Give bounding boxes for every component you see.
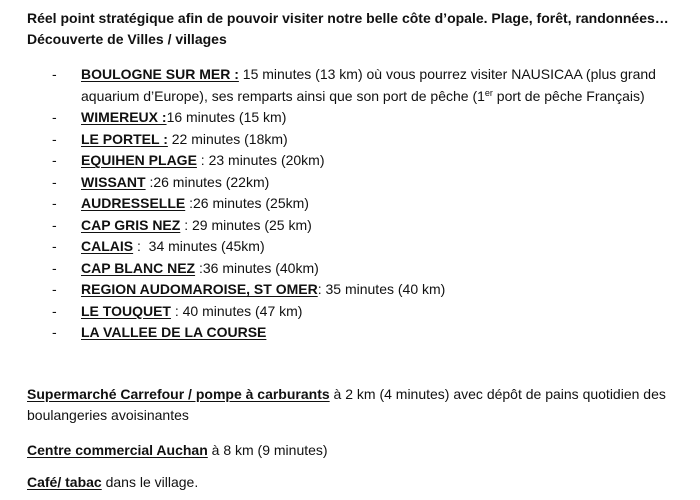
list-item <box>52 172 692 194</box>
place-name: AUDRESSELLE <box>81 195 186 211</box>
place-name: CALAIS <box>81 238 134 254</box>
bullet-dash: - <box>52 130 57 147</box>
place-description: : 34 minutes (45km) <box>133 238 265 254</box>
list-item <box>52 322 692 344</box>
place-name: EQUIHEN PLAGE <box>81 152 197 168</box>
bullet-dash: - <box>52 66 57 82</box>
place-name: WISSANT <box>81 173 146 190</box>
bullet-dash: - <box>52 281 57 297</box>
bullet-dash: - <box>52 259 57 276</box>
service-description: à 8 km (9 minutes) <box>207 442 328 458</box>
intro-line-1: Réel point stratégique afin de pouvoir visiter notre belle côte d’opale. Plage, forêt, randonnées… <box>27 10 669 26</box>
intro-line-2: Découverte de Villes / villages <box>27 31 227 47</box>
service-name: Centre commercial Auchan <box>27 442 208 458</box>
place-description: : 35 minutes (40 km) <box>317 281 446 297</box>
intro-heading <box>27 8 687 50</box>
service-description: à 2 km (4 minutes) avec dépôt de pains quotidien des boulangeries avoisinantes <box>27 386 666 423</box>
list-item <box>52 258 692 280</box>
place-description: :26 minutes (25km) <box>185 195 309 211</box>
bullet-dash: - <box>52 173 57 190</box>
list-item <box>52 279 692 301</box>
list-item <box>52 64 692 107</box>
service-description: dans le village. <box>101 474 199 490</box>
list-item <box>52 301 692 323</box>
places-list <box>52 64 692 344</box>
place-description: 16 minutes (15 km) <box>166 109 287 125</box>
bullet-dash: - <box>52 195 57 211</box>
place-description-end: port de pêche Français) <box>492 87 645 104</box>
place-name: WIMEREUX : <box>81 109 167 125</box>
bullet-dash: - <box>52 216 57 233</box>
place-description: :36 minutes (40km) <box>195 259 319 276</box>
place-name: CAP GRIS NEZ <box>81 216 181 233</box>
service-name: Supermarché Carrefour / pompe à carburants <box>27 386 330 402</box>
list-item <box>52 193 692 215</box>
place-name: LA VALLEE DE LA COURSE <box>81 324 267 340</box>
bullet-dash: - <box>52 238 57 254</box>
place-description: :26 minutes (22km) <box>145 173 270 190</box>
service-name: Café/ tabac <box>27 474 102 490</box>
place-description: : 40 minutes (47 km) <box>170 302 303 319</box>
bullet-dash: - <box>52 109 57 125</box>
superscript: er <box>484 87 493 98</box>
bullet-dash: - <box>52 302 57 319</box>
place-name: REGION AUDOMAROISE, ST OMER <box>81 281 318 297</box>
service-cafe-tabac <box>27 472 692 493</box>
place-description: 15 minutes (13 km) où vous pourrez visiter NAUSICAA (plus grand aquarium d’Europe), ses remparts ainsi que son port de pêche (1 <box>81 66 656 104</box>
place-name: CAP BLANC NEZ <box>81 259 196 276</box>
place-description: : 29 minutes (25 km) <box>180 216 312 233</box>
place-description: 22 minutes (18km) <box>167 130 288 147</box>
place-name: BOULOGNE SUR MER : <box>81 66 239 82</box>
place-description: : 23 minutes (20km) <box>196 152 325 168</box>
bullet-dash: - <box>52 324 57 340</box>
list-item <box>52 150 692 172</box>
place-name: LE PORTEL : <box>81 130 168 147</box>
service-shopping-center <box>27 440 692 461</box>
list-item <box>52 236 692 258</box>
place-name: LE TOUQUET <box>81 302 171 319</box>
list-item <box>52 215 692 237</box>
service-supermarket <box>27 384 692 426</box>
list-item <box>52 107 692 129</box>
bullet-dash: - <box>52 152 57 168</box>
list-item <box>52 129 692 151</box>
